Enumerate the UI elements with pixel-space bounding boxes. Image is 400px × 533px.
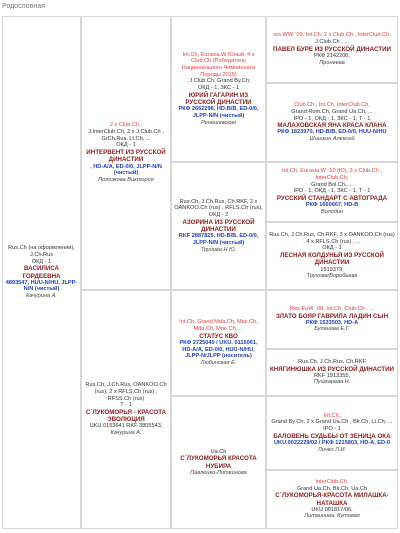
pedigree-cell-ggp-4 — [266, 222, 398, 290]
cell-line: Grand By.Ch, 2 x Grand Ua.Ch , Blr.Ch, Lt.Ch, ... — [271, 419, 393, 426]
cell-line: IPO - 1, ОКД - 1, ЗКС - 1, Т - 1 — [293, 115, 371, 122]
cell-line: МАЛАХОВСКАЯ ЯНА КРАСА КЛАНА — [277, 122, 387, 130]
cell-line: ПАВЕЛ БУРЕ ИЗ РУССКОЙ ДИНАСТИИ — [273, 45, 391, 53]
cell-line: ЗЛАТО БОЯР ГАВРИЛА ЛАДИН СЫН — [275, 312, 389, 320]
cell-line: Grand Bol.Ch, ... — [311, 181, 353, 188]
cell-line: Буланова Е.Г. — [314, 326, 350, 333]
cell-line: Grand Rom.Ch, Grand Ua.Ch, ... — [291, 108, 373, 115]
pedigree-cell-ggp-6 — [266, 349, 398, 396]
pedigree-cell-sire — [81, 16, 171, 290]
cell-line: ВАСИЛИСА ГОРДЕЕВНА — [22, 265, 61, 280]
pedigree-cell-dam — [81, 290, 171, 529]
cell-line: ИНТЕРВЕНТ ИЗ РУССКОЙ ДИНАСТИИ — [86, 149, 166, 164]
cell-line: 4893547, HUU-N/HU, JLPP-N/N (чистый) — [5, 279, 78, 293]
cell-line: АЗОРИНА ИЗ РУССКОЙ ДИНАСТИИ — [182, 218, 255, 233]
pedigree-cell-ggp-1 — [266, 16, 398, 83]
cell-line: UKU 001817/06, — [311, 506, 353, 513]
cell-line: ОКД - 2 — [208, 212, 229, 219]
pedigree-cell-dam-sire — [171, 290, 266, 396]
cell-line: , HD-A/A, ED-0/0, JLPP-N/N (чистый) — [90, 163, 162, 177]
cell-line: Int.Ch, Eurasia.W `10 (Ю), 3 x Club.Ch , InterClub.Ch, — [282, 168, 382, 181]
cell-line: РКФ 1660667, HD-B — [305, 202, 359, 209]
cell-line: Трунова/Воробьева — [306, 273, 358, 280]
pedigree-cell-ggp-7 — [266, 396, 398, 470]
cell-line: ЮРИЙ ГАГАРИН ИЗ РУССКОЙ ДИНАСТИИ — [185, 91, 252, 107]
pedigree-cell-ggp-8 — [266, 470, 398, 529]
cell-line: Rus.Ch, J.Ch.Rus, Ch.RKF — [298, 358, 366, 365]
cell-line: С`ЛУКОМОРЬЯ-КРАСОТА МИЛАШКА-НАТАШКА — [275, 492, 389, 507]
pedigree-cell-ggp-2 — [266, 83, 398, 162]
cell-line: RKF 2887825, HD-B/B, ED-0/0, JLPP-N/N (чистый) — [178, 233, 259, 246]
cell-line: Grand Ua.Ch, Blr.Ch, Ua.Ch — [296, 485, 368, 492]
cell-line: ОКД - 1 — [116, 142, 136, 149]
cell-line: РКФ 2725040 / UKU. 0115061, HD-A/A, ED-0/0, HUU-N/HU, JLPP-N/JLPP (носитель) — [179, 339, 258, 360]
cell-line: UKU.0022229/02 / РКФ 1215803, HD-A, ED-0 — [273, 439, 390, 446]
cell-line: Пронеева — [319, 59, 345, 66]
cell-line: БАЛОВЕНЬ СУДЬБЫ ОТ ЗЕНИЦА ОКА — [273, 432, 391, 440]
cell-line: РКФ 1533503, HD-A — [305, 319, 359, 326]
pedigree-cell-dam-dam — [171, 396, 266, 529]
cell-line: J.Club.Ch , ... — [315, 39, 349, 46]
page-title: Родословная — [2, 3, 45, 10]
cell-line: Володин — [320, 209, 344, 215]
cell-line: Павленко-Литвинова — [190, 469, 247, 476]
cell-line: Качурина А. — [110, 430, 142, 437]
pedigree-cell-sire-sire — [171, 16, 266, 162]
cell-line: Любинская Е. — [200, 360, 237, 366]
cell-line: Шишкин Алексей — [309, 136, 355, 143]
cell-line: Литвинова, Кутовая — [304, 513, 360, 520]
cell-line: , J.Club.Ch, Grand By.Ch, — [186, 78, 251, 85]
cell-line: ОКД - 1 — [31, 258, 52, 265]
pedigree-cell-ggp-5 — [266, 290, 398, 349]
cell-line: КНЯГИНЮШКА ИЗ РУССКОЙ ДИНАСТИИ — [270, 365, 394, 373]
cell-line: С`ЛУКОМОРЬЯ - КРАСОТА ЭВОЛЮЦИЯ — [85, 409, 167, 424]
cell-line: Качурина А. — [26, 293, 57, 300]
cell-line: РУССКИЙ СТАНДАРТ С АВТОГРАДА — [276, 195, 388, 203]
cell-line: СТАТУС КВО — [199, 332, 238, 340]
cell-line: Rus.Ch (на оформлении), — [8, 245, 75, 252]
cell-line: Club.Ch , Int.Ch, InterClub.Ch, — [294, 102, 370, 109]
cell-line: Rus.Ch, J.Ch.Rus, OANKOO.Ch (rus), 2 x RFLS.Ch (rus) , RFSS.Ch (rus) — [85, 382, 167, 402]
pedigree-cell-ggp-3 — [266, 162, 398, 222]
pedigree-cell-sire-dam — [171, 162, 266, 290]
cell-line: Int.Ch, Grand Mda.Ch, Mac.Ch, Mda.Ch, Mne.Ch, ... — [179, 319, 258, 332]
cell-line: T - 1 — [120, 402, 132, 409]
cell-line: Ренешевская — [200, 119, 237, 126]
cell-line: RKF 1913355, — [313, 372, 351, 379]
cell-line: ОКД - 1, ЗКС - 1 — [197, 85, 240, 92]
cell-line: Rus.Ch, J.Ch.Rus, Ch.RKF, 2 x OANKOO.Ch (rus) , RFLS.Ch (rus), — [174, 198, 263, 212]
cell-line: Полозкова Виктория — [98, 176, 154, 183]
cell-line: РКФ 1823970, HD-B/B, ED-0/0, HUU-N/HU — [277, 129, 387, 136]
cell-line: РКФ 2142200, — [314, 53, 350, 60]
pedigree-cell-subject — [2, 16, 81, 529]
cell-line: UKU.0153641 RKF 3805543, — [89, 423, 163, 430]
cell-line: Пушкарева Н. — [313, 379, 351, 386]
cell-line: С`ЛУКОМОРЬЯ КРАСОТА НУБИРА — [180, 455, 257, 470]
cell-line: Личко Л.И. — [317, 446, 347, 453]
cell-line: 2 x Club.Ch , — [109, 122, 143, 129]
cell-line: ЛЕСНАЯ КОЛДУНЬЯ ИЗ РУССКОЙ ДИНАСТИИ — [280, 252, 384, 267]
cell-line: Трунова Н.Ю. — [200, 246, 237, 253]
cell-line: InterClub.Ch, — [315, 478, 349, 485]
cell-line: res.WW `09, Int.Ch, 2 x Club.Ch , InterClub.Ch, — [273, 32, 391, 39]
cell-line: Rus.Ch, J.Ch.Rus, Ch.RKF, 3 x OANKOO.Ch (rus) , 4 x RFLS.Ch (rus) , ... — [269, 232, 395, 245]
cell-line: Int.Ch, Eurasia.W Юный, 4 x Club.Ch (Победитель Национального Чемпионата Породы 2015) — [181, 51, 256, 78]
cell-line: Ua.Ch — [210, 448, 227, 455]
cell-line: IPO - 1 — [323, 426, 341, 433]
cell-line: 1519379, — [320, 266, 344, 273]
cell-line: РКФ 2662298, HD-B/B, ED-0/0, JLPP-N/N (чистый) — [178, 106, 259, 119]
cell-line: J.Ch.Rus — [29, 251, 53, 258]
cell-line: Int.Ch, — [323, 412, 341, 419]
cell-line: J.InterClub.Ch, 2 x J.Club.Ch , GrCh.Rus, Lt.Ch, ... — [88, 129, 164, 142]
cell-line: Res.EuW `08, Int.Ch, Club.Ch , ... — [290, 305, 374, 312]
cell-line: ОКД - 1 — [322, 245, 342, 252]
cell-line: IPO - 1, ОКД - 1, ЗКС - 1, Т - 1 — [293, 188, 371, 195]
